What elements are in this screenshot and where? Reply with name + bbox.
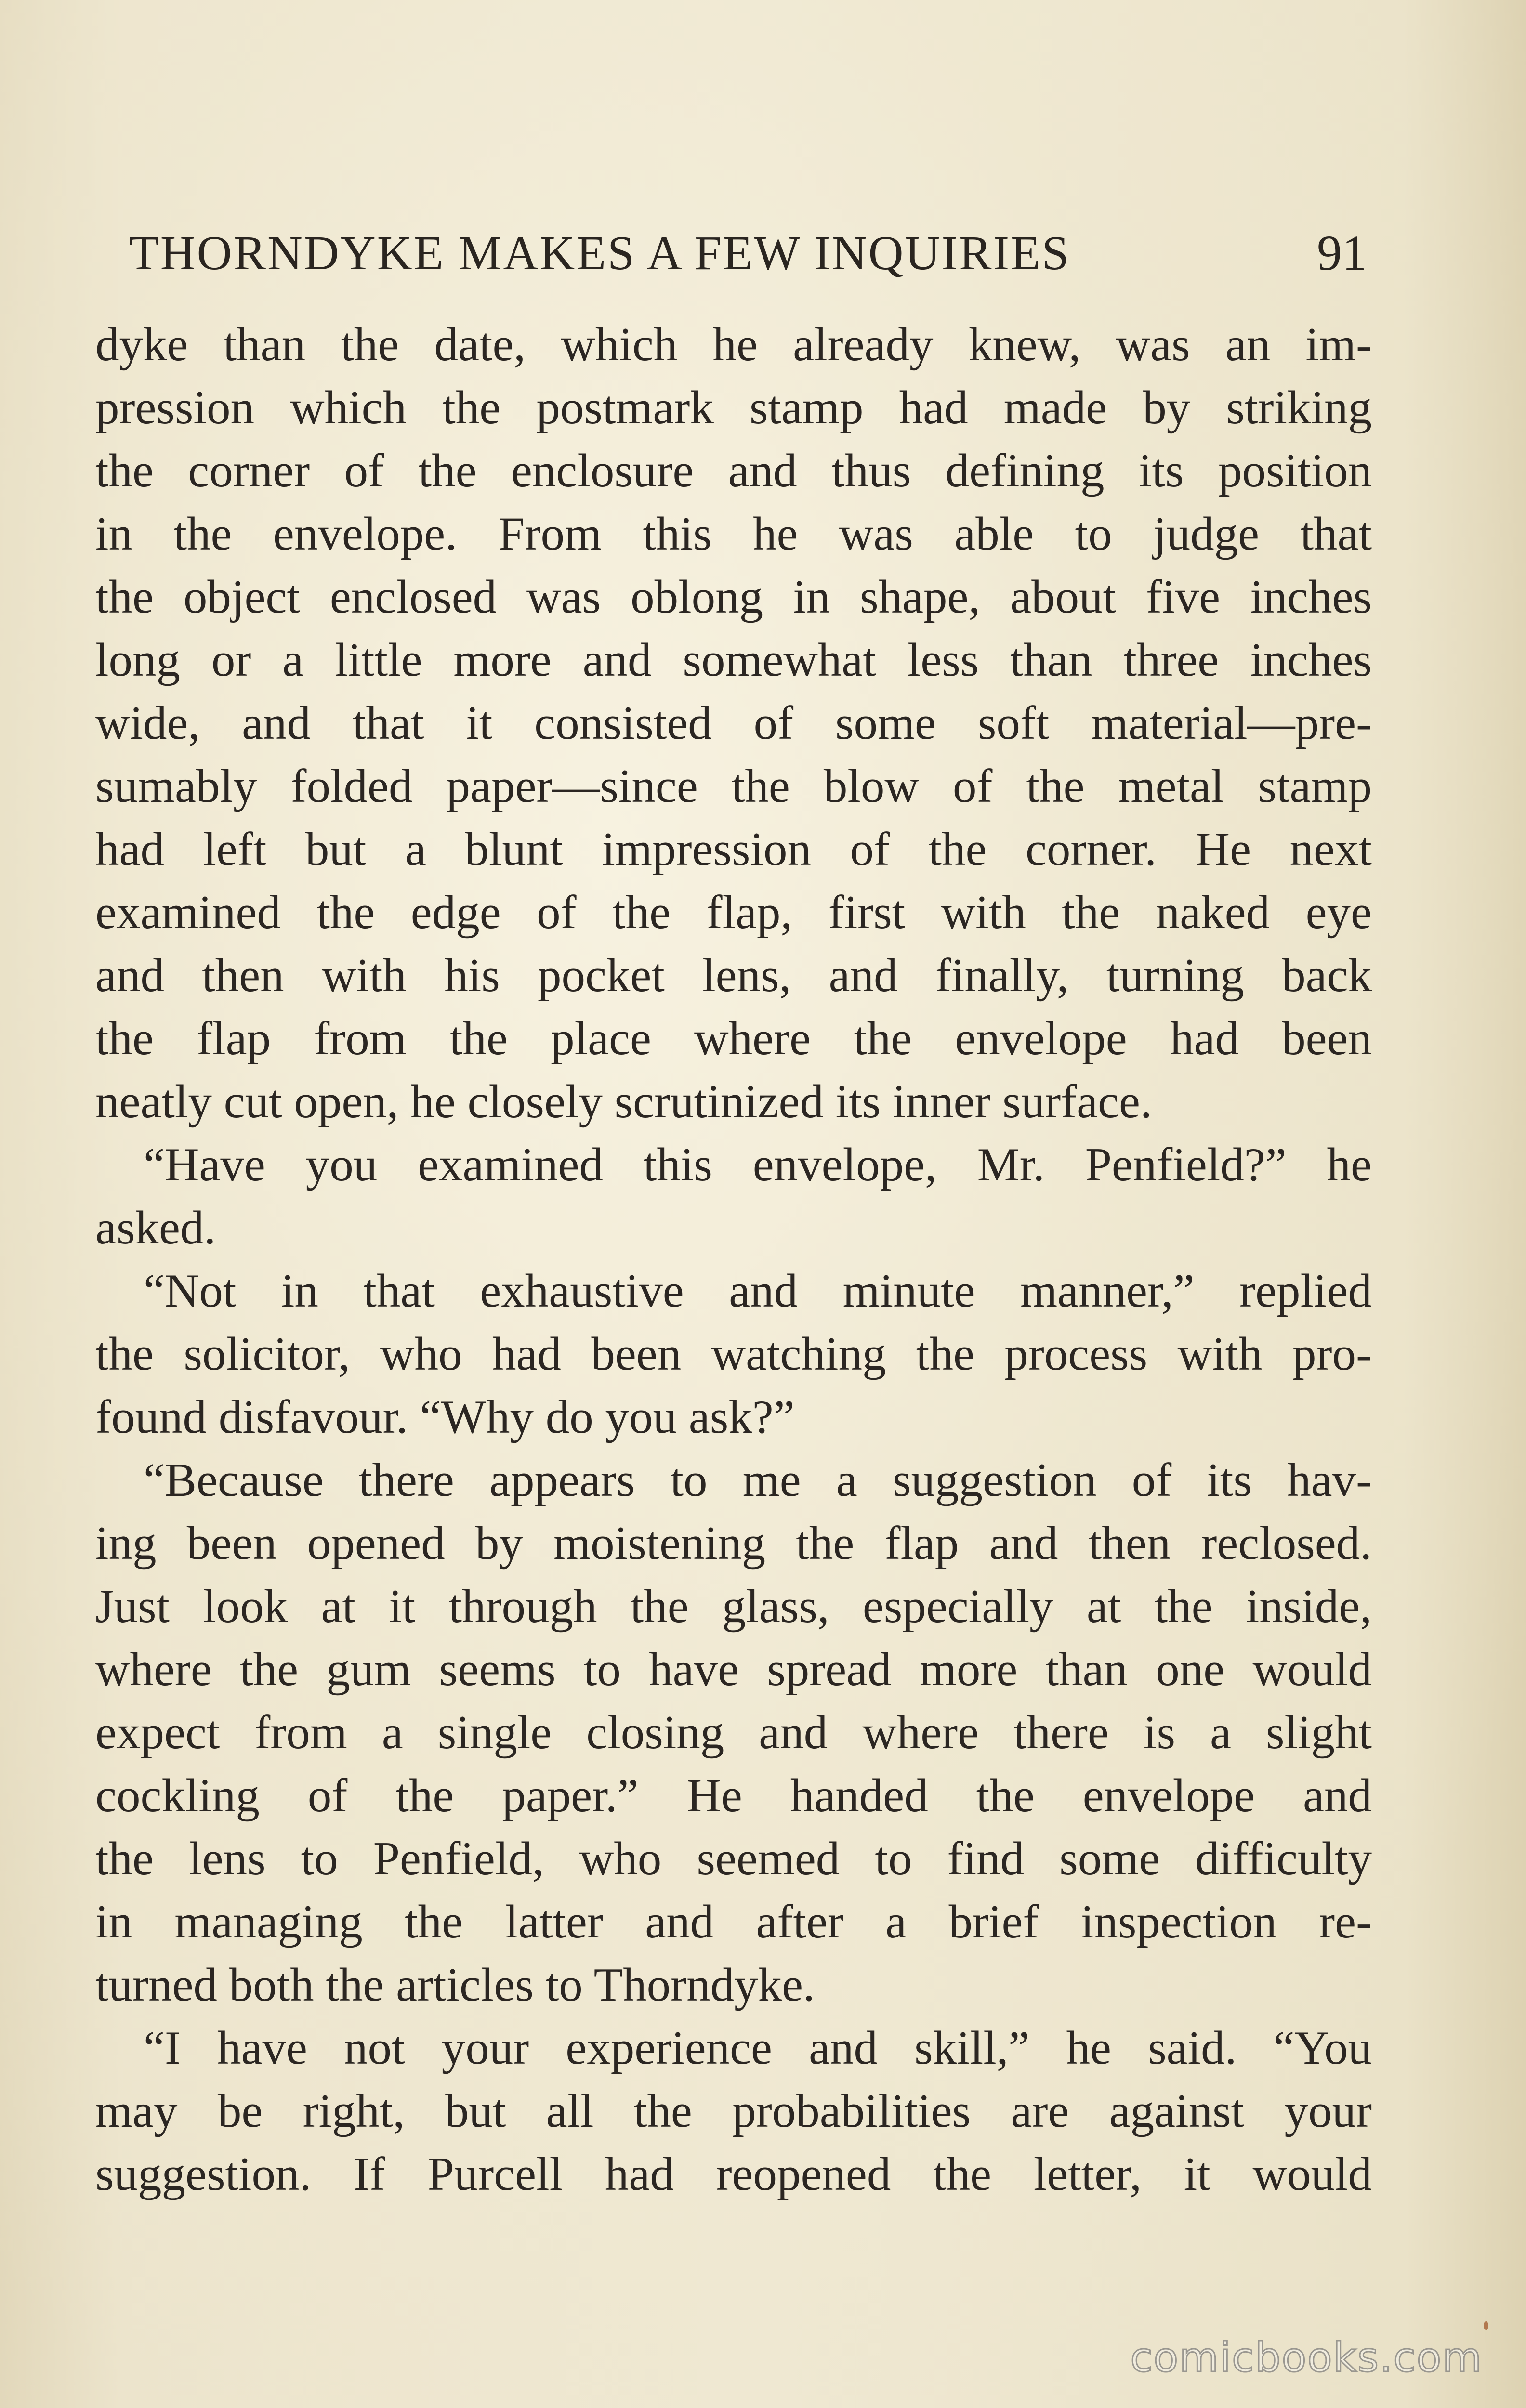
text-line: examined the edge of the flap, first with the naked eye: [95, 886, 1372, 939]
paragraph-first-line: “I have not your experience and skill,” he said. “You: [144, 2022, 1372, 2074]
text-line: found disfavour. “Why do you ask?”: [95, 1391, 795, 1443]
text-line: in managing the latter and after a brief inspection re-: [95, 1896, 1372, 1948]
paragraph-first-line: “Have you examined this envelope, Mr. Penfield?” he: [144, 1139, 1372, 1191]
text-line: cockling of the paper.” He handed the envelope and: [95, 1769, 1372, 1822]
text-line: long or a little more and somewhat less than three inches: [95, 634, 1372, 686]
watermark: comicbooks.com: [1130, 2334, 1483, 2381]
text-line: expect from a single closing and where there is a slight: [95, 1706, 1372, 1759]
text-line: had left but a blunt impression of the corner. He next: [95, 823, 1372, 876]
text-line: sumably folded paper—since the blow of the metal stamp: [95, 760, 1372, 812]
text-line: pression which the postmark stamp had made by striking: [95, 381, 1372, 434]
text-line: and then with his pocket lens, and finally, turning back: [95, 949, 1372, 1002]
text-line: the solicitor, who had been watching the process with pro-: [95, 1328, 1372, 1380]
text-line: asked.: [95, 1202, 216, 1254]
text-line: in the envelope. From this he was able to judge that: [95, 508, 1372, 560]
text-line: ing been opened by moistening the flap and then reclosed.: [95, 1517, 1372, 1570]
text-line: the flap from the place where the envelope had been: [95, 1012, 1372, 1065]
page-header: [129, 214, 1367, 291]
text-line: the corner of the enclosure and thus defining its position: [95, 445, 1372, 497]
text-line: may be right, but all the probabilities are against your: [95, 2085, 1372, 2137]
page-number: 91: [1317, 225, 1367, 281]
text-line: suggestion. If Purcell had reopened the letter, it would: [95, 2148, 1372, 2200]
text-line: wide, and that it consisted of some soft material—pre-: [95, 697, 1372, 749]
paragraph-first-line: “Not in that exhaustive and minute manner,” replied: [144, 1265, 1372, 1317]
text-line: where the gum seems to have spread more than one would: [95, 1643, 1372, 1696]
text-line: turned both the articles to Thorndyke.: [95, 1959, 815, 2011]
text-line: dyke than the date, which he already knew, was an im-: [95, 318, 1372, 371]
text-line: the object enclosed was oblong in shape, about five inches: [95, 571, 1372, 623]
paper-speck: [1484, 2321, 1488, 2330]
paragraph-first-line: “Because there appears to me a suggestion of its hav-: [144, 1454, 1372, 1506]
running-title: THORNDYKE MAKES A FEW INQUIRIES: [129, 226, 1071, 280]
body-text: [95, 313, 1372, 2206]
text-line: neatly cut open, he closely scrutinized its inner surface.: [95, 1075, 1152, 1128]
text-line: the lens to Penfield, who seemed to find some difficulty: [95, 1832, 1372, 1885]
text-line: Just look at it through the glass, especially at the inside,: [95, 1580, 1372, 1633]
